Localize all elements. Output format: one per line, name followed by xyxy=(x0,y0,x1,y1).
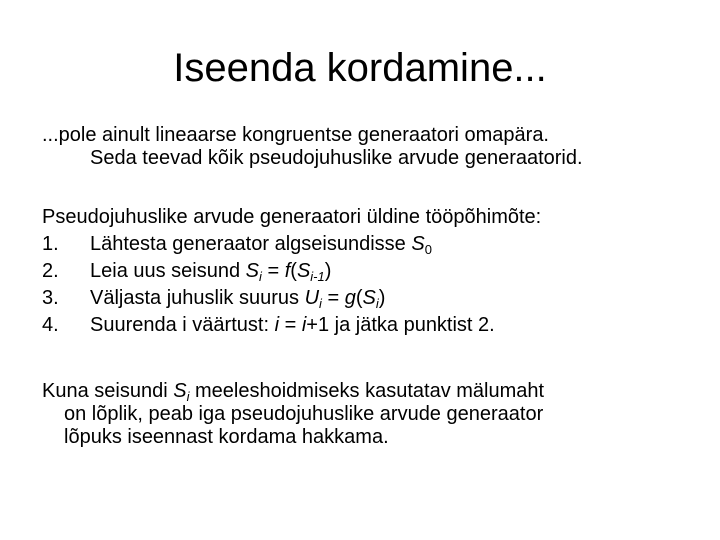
step-1 xyxy=(42,233,541,256)
function-name: f xyxy=(284,260,291,282)
principle-heading: Pseudojuhuslike arvude generaatori üldine tööpõhimõte: xyxy=(42,206,542,228)
step-variable: i xyxy=(274,314,280,336)
step-text: Lähtesta generaator algseisundisse xyxy=(90,233,406,255)
conclusion-paragraph xyxy=(42,380,544,449)
conclusion-text: meeleshoidmiseks kasutatav mälumaht xyxy=(195,380,545,402)
step-number: 1. xyxy=(42,233,59,255)
intro-line-1: ...pole ainult lineaarse kongruentse generaatori omapära. xyxy=(42,124,549,146)
argument-subscript: i-1 xyxy=(310,269,325,284)
conclusion-subscript: i xyxy=(186,389,190,404)
step-variable: S xyxy=(245,260,260,282)
step-number: 4. xyxy=(42,314,59,336)
intro-paragraph xyxy=(42,124,583,170)
conclusion-variable: S xyxy=(173,380,187,402)
equals-sign: = xyxy=(321,287,345,309)
step-3: 3. Väljasta juhuslik suurus $U_i = g(S_i)$ xyxy=(42,287,386,311)
conclusion-text: Kuna seisundi xyxy=(42,380,168,402)
step-subscript: 0 xyxy=(424,242,432,257)
step-text: Väljasta juhuslik suurus xyxy=(90,287,299,309)
step-text-rest: ja jätka punktist 2. xyxy=(334,314,495,336)
step-number: 3. xyxy=(42,287,59,309)
equals-sign: = xyxy=(261,260,285,282)
increment: +1 xyxy=(306,314,330,336)
equals-sign: = xyxy=(279,314,302,336)
step-subscript: i xyxy=(259,269,262,284)
conclusion-line-1 xyxy=(42,380,544,403)
step-variable: i xyxy=(301,314,307,336)
intro-line-2: Seda teevad kõik pseudojuhuslike arvude generaatorid. xyxy=(90,147,583,169)
function-argument: S xyxy=(296,260,311,282)
function-argument: S xyxy=(362,287,376,309)
step-number: 2. xyxy=(42,260,59,282)
argument-subscript: i xyxy=(375,296,379,311)
function-name: g xyxy=(344,287,356,309)
step-text: Suurenda i väärtust: xyxy=(90,314,269,336)
step-4 xyxy=(42,314,541,337)
step-2: 2. Leia uus seisund $S_i = f(S_{i-1})$ xyxy=(42,260,332,284)
slide-title: Iseenda kordamine... xyxy=(173,46,547,90)
step-variable: S xyxy=(411,233,425,255)
principle-block xyxy=(42,206,541,337)
step-subscript: i xyxy=(319,296,322,311)
step-variable: U xyxy=(304,287,320,309)
conclusion-line-2: on lõplik, peab iga pseudojuhuslike arvude generaator xyxy=(64,403,544,425)
conclusion-line-3: lõpuks iseennast kordama hakkama. xyxy=(64,426,389,448)
step-text: Leia uus seisund xyxy=(90,260,241,282)
